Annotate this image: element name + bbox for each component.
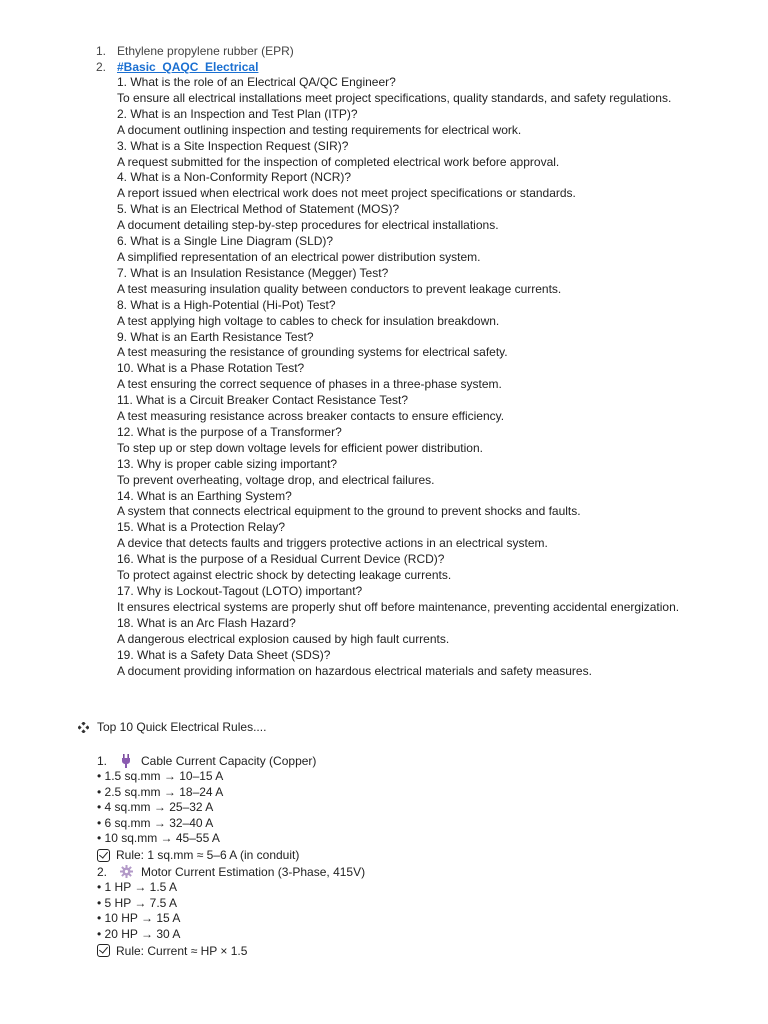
question-text: 5. What is an Electrical Method of Statement (MOS)? xyxy=(117,202,400,217)
list-item: • 10 HP → 15 A xyxy=(97,911,181,926)
qa-item xyxy=(117,107,717,139)
qa-item xyxy=(117,584,717,616)
section-heading xyxy=(76,719,266,735)
rule-text: Rule: Current ≈ HP × 1.5 xyxy=(116,943,248,958)
answer-text: A document detailing step-by-step procedures for electrical installations. xyxy=(117,218,499,233)
question-text: 3. What is a Site Inspection Request (SIR)? xyxy=(117,138,349,153)
answer-text: A test ensuring the correct sequence of phases in a three-phase system. xyxy=(117,377,502,392)
list-item xyxy=(96,59,716,75)
checkbox-check-icon xyxy=(97,944,110,957)
rule-number: 2. xyxy=(97,864,108,879)
answer-text: It ensures electrical systems are properly shut off before maintenance, preventing accidental energization. xyxy=(117,599,680,614)
qa-item xyxy=(117,170,717,202)
question-text: 9. What is an Earth Resistance Test? xyxy=(117,329,314,344)
list-item: • 6 sq.mm → 32–40 A xyxy=(97,815,214,830)
question-text: 4. What is a Non-Conformity Report (NCR)? xyxy=(117,170,352,185)
answer-text: A simplified representation of an electrical power distribution system. xyxy=(117,249,481,264)
answer-text: A device that detects faults and triggers protective actions in an electrical system. xyxy=(117,536,548,551)
answer-text: To protect against electric shock by detecting leakage currents. xyxy=(117,568,452,583)
rule-heading xyxy=(97,864,597,880)
answer-text: A test measuring insulation quality between conductors to prevent leakage currents. xyxy=(117,281,562,296)
plug-icon xyxy=(119,754,133,768)
answer-text: A test measuring the resistance of grounding systems for electrical safety. xyxy=(117,345,508,360)
question-text: 7. What is an Insulation Resistance (Megger) Test? xyxy=(117,265,389,280)
list-item xyxy=(96,43,716,59)
question-text: 13. Why is proper cable sizing important? xyxy=(117,456,338,471)
top-numbered-list xyxy=(96,43,716,75)
answer-text: To prevent overheating, voltage drop, and electrical failures. xyxy=(117,472,435,487)
qa-item xyxy=(117,266,717,298)
list-item: • 1 HP → 1.5 A xyxy=(97,879,178,894)
checkbox-check-icon xyxy=(97,849,110,862)
question-text: 15. What is a Protection Relay? xyxy=(117,520,286,535)
list-number: 2. xyxy=(96,60,107,74)
rule-title: Motor Current Estimation (3-Phase, 415V) xyxy=(141,864,366,879)
rule-text: Rule: 1 sq.mm ≈ 5–6 A (in conduit) xyxy=(116,848,300,863)
qa-item xyxy=(117,298,717,330)
qa-item xyxy=(117,202,717,234)
qa-item xyxy=(117,361,717,393)
qa-item xyxy=(117,489,717,521)
answer-text: A dangerous electrical explosion caused by high fault currents. xyxy=(117,631,450,646)
qa-item xyxy=(117,648,717,680)
answer-text: A system that connects electrical equipment to the ground to prevent shocks and faults. xyxy=(117,504,581,519)
question-text: 14. What is an Earthing System? xyxy=(117,488,292,503)
answer-text: A document providing information on hazardous electrical materials and safety measures. xyxy=(117,663,592,678)
answer-text: A request submitted for the inspection of completed electrical work before approval. xyxy=(117,154,560,169)
gear-icon xyxy=(119,865,133,878)
rule-title: Cable Current Capacity (Copper) xyxy=(141,754,317,768)
list-item: • 10 sq.mm → 45–55 A xyxy=(97,831,220,846)
rules-list xyxy=(97,753,597,959)
answer-text: A test measuring resistance across breaker contacts to ensure efficiency. xyxy=(117,409,505,424)
list-item: • 5 HP → 7.5 A xyxy=(97,895,178,910)
qa-list xyxy=(117,75,717,679)
question-text: 17. Why is Lockout-Tagout (LOTO) important? xyxy=(117,584,363,598)
list-item-text: Ethylene propylene rubber (EPR) xyxy=(117,44,294,58)
question-text: 10. What is a Phase Rotation Test? xyxy=(117,361,305,376)
qa-item xyxy=(117,425,717,457)
section-title: Top 10 Quick Electrical Rules.... xyxy=(97,720,267,734)
list-item: • 20 HP → 30 A xyxy=(97,926,181,941)
list-item: • 4 sq.mm → 25–32 A xyxy=(97,800,214,815)
hashtag-link[interactable]: #Basic_QAQC_Electrical xyxy=(117,60,259,74)
diamond-bullet-icon xyxy=(76,722,90,733)
question-text: 8. What is a High-Potential (Hi-Pot) Test? xyxy=(117,297,336,312)
qa-item xyxy=(117,520,717,552)
rule-summary xyxy=(97,942,597,959)
qa-item xyxy=(117,234,717,266)
answer-text: A document outlining inspection and testing requirements for electrical work. xyxy=(117,122,522,137)
question-text: 18. What is an Arc Flash Hazard? xyxy=(117,615,296,630)
qa-item xyxy=(117,616,717,648)
qa-item xyxy=(117,139,717,171)
question-text: 6. What is a Single Line Diagram (SLD)? xyxy=(117,234,334,249)
list-number: 1. xyxy=(96,44,107,58)
qa-item xyxy=(117,330,717,362)
rule-heading xyxy=(97,753,597,769)
question-text: 19. What is a Safety Data Sheet (SDS)? xyxy=(117,647,331,662)
question-text: 11. What is a Circuit Breaker Contact Resistance Test? xyxy=(117,393,409,408)
qa-item xyxy=(117,75,717,107)
answer-text: A test applying high voltage to cables to check for insulation breakdown. xyxy=(117,313,500,328)
answer-text: To step up or step down voltage levels for efficient power distribution. xyxy=(117,440,483,455)
list-item: • 2.5 sq.mm → 18–24 A xyxy=(97,784,224,799)
answer-text: To ensure all electrical installations meet project specifications, quality standards, and safety regulations. xyxy=(117,90,672,105)
rule-summary xyxy=(97,847,597,864)
question-text: 16. What is the purpose of a Residual Current Device (RCD)? xyxy=(117,552,445,567)
rule-number: 1. xyxy=(97,754,108,768)
question-text: 12. What is the purpose of a Transformer? xyxy=(117,424,342,439)
list-item: • 1.5 sq.mm → 10–15 A xyxy=(97,769,224,783)
qa-item xyxy=(117,393,717,425)
question-text: 2. What is an Inspection and Test Plan (ITP)? xyxy=(117,106,358,121)
qa-item xyxy=(117,552,717,584)
qa-item xyxy=(117,457,717,489)
answer-text: A report issued when electrical work does not meet project specifications or standards. xyxy=(117,186,576,201)
question-text: 1. What is the role of an Electrical QA/QC Engineer? xyxy=(117,75,396,89)
